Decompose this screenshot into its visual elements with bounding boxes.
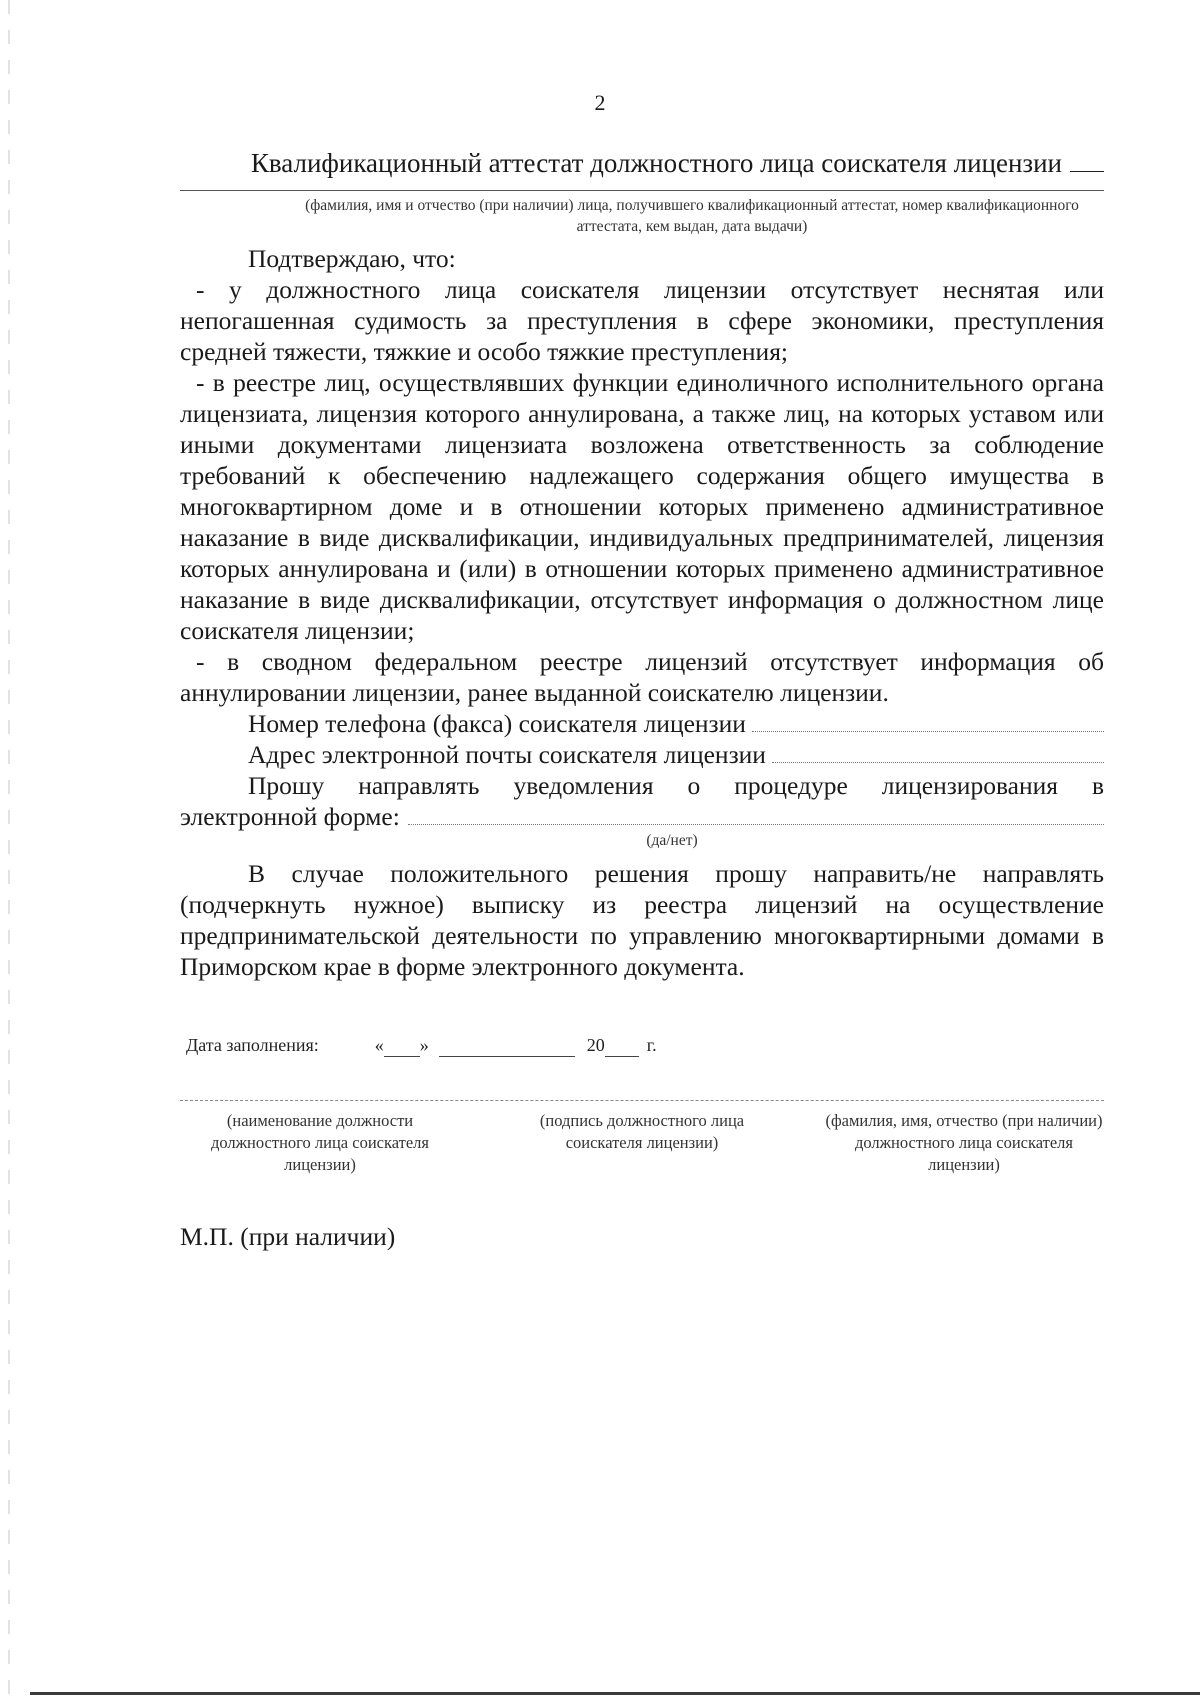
phone-input-line[interactable] <box>752 711 1104 732</box>
certificate-fill-line <box>180 190 1104 191</box>
email-label: Адрес электронной почты соискателя лицензии <box>248 740 766 769</box>
notify-label: электронной форме: <box>180 802 400 831</box>
page-number: 2 <box>594 90 606 115</box>
year-prefix: 20 <box>586 1035 605 1055</box>
phone-label: Номер телефона (факса) соискателя лицензии <box>248 709 746 738</box>
confirm-item-1: - у должностного лица соискателя лицензии отсутствует неснятая или непогашенная судимость за преступления в сфере экономики, преступления средней тяжести, тяжкие и особо тяжкие преступления; <box>180 275 1104 366</box>
day-input-line[interactable] <box>384 1035 420 1057</box>
notify-hint: (да/нет) <box>646 832 698 849</box>
stamp-place: М.П. (при наличии) <box>180 1222 396 1251</box>
confirm-intro: Подтверждаю, что: <box>248 244 456 273</box>
signature-captions <box>180 1110 1104 1176</box>
certificate-caption: (фамилия, имя и отчество (при наличии) лица, получившего квалификационный аттестат, номер квалификационного аттестата, кем выдан, дата выдачи) <box>305 197 1079 235</box>
email-field-row <box>180 739 1104 770</box>
notify-field-row <box>180 801 1104 832</box>
extract-paragraph: В случае положительного решения прошу направить/не направлять (подчеркнуть нужное) выписку из реестра лицензий на осуществление предпринимательской деятельности по управлению многоквартирными домами в Приморском крае в форме электронного документа. <box>180 859 1104 981</box>
scan-edge-mark <box>8 0 10 1698</box>
certificate-title: Квалификационный аттестат должностного лица соискателя лицензии <box>250 148 1062 178</box>
scan-bottom-edge <box>30 1692 1200 1695</box>
signature-line[interactable] <box>180 1100 1104 1101</box>
date-label: Дата заполнения: <box>186 1035 319 1055</box>
date-close-quote: » <box>419 1035 429 1055</box>
notify-request-line: Прошу направлять уведомления о процедуре лицензирования в <box>248 771 1104 800</box>
month-input-line[interactable] <box>439 1035 575 1057</box>
confirm-item-3: - в сводном федеральном реестре лицензий отсутствует информация об аннулировании лицензии, ранее выданной соискателю лицензии. <box>180 647 1104 707</box>
email-input-line[interactable] <box>772 742 1104 763</box>
form-body <box>180 142 1104 982</box>
certificate-blank <box>1070 153 1104 172</box>
signature-caption: (подпись должностного лица соискателя лицензии) <box>539 1111 745 1152</box>
notify-input-line[interactable] <box>408 804 1104 825</box>
position-caption: (наименование должности должностного лица соискателя лицензии) <box>211 1111 429 1174</box>
fullname-caption: (фамилия, имя, отчество (при наличии) должностного лица соискателя лицензии) <box>825 1111 1103 1174</box>
phone-field-row <box>180 708 1104 739</box>
date-row <box>186 1035 657 1057</box>
confirm-item-2: - в реестре лиц, осуществлявших функции единоличного исполнительного органа лицензиата, лицензия которого аннулирована, а также лиц, на которых уставом или иными документами лицензиата возложена ответственность за соблюдение требований к обеспечению надлежащего содержания общего имущества в многоквартирном доме и в отношении которых применено административное наказание в виде дисквалификации, индивидуальных предпринимателей, лицензия которых аннулирована и (или) в отношении которых применено административное наказание в виде дисквалификации, отсутствует информация о должностном лице соискателя лицензии; <box>180 368 1104 645</box>
year-suffix: г. <box>646 1035 657 1055</box>
year-input-line[interactable] <box>605 1035 639 1057</box>
certificate-line <box>180 142 1104 184</box>
date-open-quote: « <box>374 1035 384 1055</box>
